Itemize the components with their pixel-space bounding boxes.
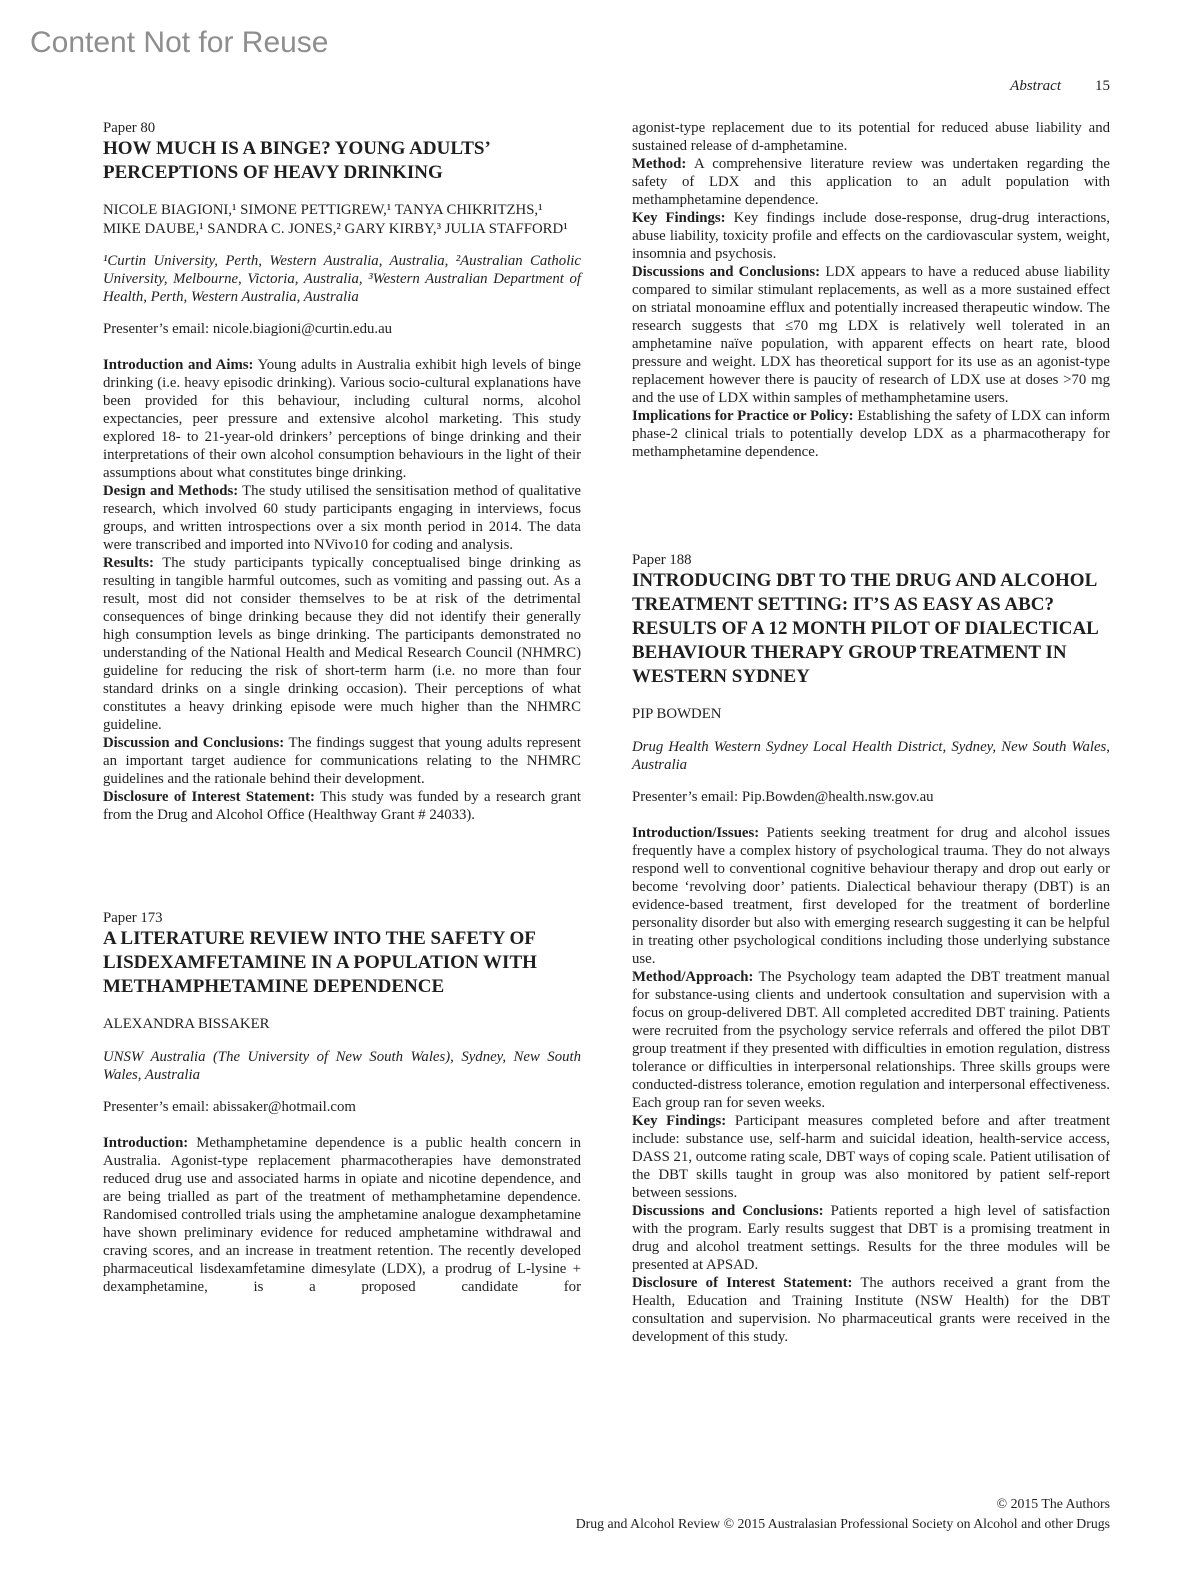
section-label: Introduction and Aims: [103, 357, 254, 373]
running-head [103, 78, 1110, 95]
section-disclosure [632, 1274, 1110, 1346]
page-footer [576, 1494, 1110, 1534]
section-discussions-and-conclusions [632, 263, 1110, 407]
paper-number: Paper 80 [103, 120, 156, 136]
section-text: Key findings include dose-response, drug-drug interactions, abuse liability, toxicity profile and effects on the cardiovascular system, weight, insomnia and psychosis. [632, 210, 1110, 262]
paper-affiliations: ¹Curtin University, Perth, Western Australia, Australia, ²Australian Catholic University, Melbourne, Victoria, Australia, ³Western Australian Department of Health, Perth, Western Australia, Australia [103, 253, 581, 305]
section-text: Young adults in Australia exhibit high levels of binge drinking (i.e. heavy episodic drinking). Various socio-cultural explanations have been provided for this behaviour, including cultural norms, alcohol expectancies, peer pressure and extensive alcohol marketing. This study explored 18- to 21-year-old drinkers’ perceptions of binge drinking and their interpretations of their own alcohol consumption behaviours in the light of their assumptions about what constitutes binge drinking. [103, 357, 581, 481]
section-introduction [103, 1134, 581, 1296]
footer-journal-copyright: Drug and Alcohol Review © 2015 Australasian Professional Society on Alcohol and other Drugs [575, 1516, 1110, 1531]
section-label: Method/Approach: [632, 968, 754, 985]
paper-authors: ALEXANDRA BISSAKER [103, 1016, 270, 1032]
section-method [632, 155, 1110, 209]
paper-authors: NICOLE BIAGIONI,¹ SIMONE PETTIGREW,¹ TANYA CHIKRITZHS,¹ MIKE DAUBE,¹ SANDRA C. JONES,² GARY KIRBY,³ JULIA STAFFORD¹ [103, 202, 568, 237]
section-label: Results: [103, 555, 154, 571]
section-text: The study participants typically conceptualised binge drinking as resulting in tangible harmful outcomes, such as vomiting and passing out. As a result, most did not consider themselves to be at risk of the detrimental consequences of binge drinking because they did not identify their generally high consumption levels as binge drinking. The participants demonstrated no understanding of the National Health and Medical Research Council (NHMRC) guideline for reducing the risk of short-term harm (i.e. no more than four standard drinks on a single drinking occasion). Their perceptions of what constitutes a heavy drinking episode were much higher than the NHMRC guideline. [103, 555, 582, 733]
section-text: Establishing the safety of LDX can inform phase-2 clinical trials to potentially develop LDX as a pharmacotherapy for methamphetamine dependence. [632, 408, 1110, 460]
page-content [103, 78, 1110, 1346]
paper-affiliations: Drug Health Western Sydney Local Health District, Sydney, New South Wales, Australia [632, 738, 1110, 773]
left-column [103, 119, 581, 1346]
section-label: Key Findings: [632, 210, 726, 226]
section-text: A comprehensive literature review was undertaken regarding the safety of LDX and this application to an adult population with methamphetamine dependence. [632, 156, 1110, 208]
section-text: Methamphetamine dependence is a public health concern in Australia. Agonist-type replacement pharmacotherapies have demonstrated reduced drug use and associated harms in opiate and nicotine dependence, and are being trialled as part of the treatment of methamphetamine dependence. Randomised controlled trials using the amphetamine analogue dexamphetamine have shown preliminary evidence for reduced amphetamine withdrawal and craving scores, and an increase in treatment retention. The recently developed pharmaceutical lisdexamfetamine dimesylate (LDX), a prodrug of L-lysine + dexamphetamine, is a proposed candidate for [103, 1134, 581, 1295]
page-number: 15 [1095, 78, 1110, 94]
section-label: Key Findings: [632, 1112, 727, 1129]
section-key-findings [632, 1112, 1110, 1202]
paper-title: INTRODUCING DBT TO THE DRUG AND ALCOHOL TREATMENT SETTING: IT’S AS EASY AS ABC? RESULTS OF A 12 MONTH PILOT OF DIALECTICAL BEHAVIOUR THERAPY GROUP TREATMENT IN WESTERN SYDNEY [632, 570, 1098, 687]
paper-188 [632, 551, 1110, 1346]
paper-80 [103, 119, 581, 824]
section-key-findings [632, 209, 1110, 263]
section-text: agonist-type replacement due to its potential for reduced abuse liability and sustained release of d-amphetamine. [632, 120, 1110, 154]
section-text: LDX appears to have a reduced abuse liability compared to similar stimulant replacements, as well as a more sustained effect on striatal monoamine efflux and potentially increased therapeutic window. The research suggests that ≤70 mg LDX is relatively well tolerated in an amphetamine naïve population, with apparent effects on heart rate, blood pressure and weight. LDX has theoretical support for its use as an agonist-type replacement however there is paucity of research of LDX use at doses >70 mg and the use of LDX within samples of methamphetamine users. [632, 264, 1111, 406]
presenter-email: Presenter’s email: Pip.Bowden@health.nsw.gov.au [632, 788, 934, 805]
section-discussions-and-conclusions [632, 1202, 1110, 1274]
section-method-approach [632, 968, 1110, 1112]
section-disclosure [103, 788, 581, 824]
paper-number: Paper 173 [103, 910, 163, 926]
section-text: The study utilised the sensitisation method of qualitative research, which involved 60 study participants engaging in interviews, focus groups, and written introspections over a six month period in 2014. The data were transcribed and imported into NVivo10 for coding and analysis. [103, 483, 581, 553]
section-introduction-and-aims [103, 356, 581, 482]
right-column [632, 119, 1110, 1346]
section-label: Introduction/Issues: [632, 824, 760, 841]
presenter-email: Presenter’s email: abissaker@hotmail.com [103, 1098, 356, 1115]
section-implications [632, 407, 1110, 461]
paper-173 [103, 909, 581, 1296]
section-text: Participant measures completed before and after treatment include: substance use, self-harm and suicidal ideation, health-service access, DASS 21, outcome rating scale, DBT ways of coping scale. Patient utilisation of the DBT skills taught in group was also monitored by patient self-report between sessions. [632, 1112, 1111, 1201]
paper-authors: PIP BOWDEN [632, 706, 722, 722]
section-label: Disclosure of Interest Statement: [632, 1274, 853, 1291]
section-discussion-and-conclusions [103, 734, 581, 788]
paper-173-continuation [632, 119, 1110, 461]
presenter-email: Presenter’s email: nicole.biagioni@curtin.edu.au [103, 321, 393, 337]
running-title: Abstract [1010, 78, 1061, 94]
content-not-for-reuse-watermark: Content Not for Reuse [30, 26, 329, 59]
section-text: Patients reported a high level of satisfaction with the program. Early results suggest that DBT is a promising treatment in drug and alcohol treatment settings. Results for the three modules will be presented at APSAD. [632, 1202, 1110, 1273]
section-text: The authors received a grant from the Health, Education and Training Institute (NSW Health) for the DBT consultation and supervision. No pharmaceutical grants were received in the development of this study. [632, 1274, 1110, 1345]
section-label: Discussions and Conclusions: [632, 1202, 824, 1219]
section-text: The Psychology team adapted the DBT treatment manual for substance-using clients and undertook consultation and supervision with a focus on group-delivered DBT. All completed accredited DBT training. Patients were recruited from the psychology service referrals and offered the pilot DBT group treatment if they presented with difficulties in emotion regulation, distress tolerance or difficulties in interpersonal relationships. Three skills groups were conducted-distress tolerance, emotion regulation and interpersonal effectiveness. Each group ran for seven weeks. [632, 968, 1110, 1111]
section-text: Patients seeking treatment for drug and alcohol issues frequently have a complex history of psychological trauma. They do not always respond well to conventional cognitive behaviour therapy and drop out early or become ‘revolving door’ patients. Dialectical behaviour therapy (DBT) is an evidence-based treatment, first developed for the treatment of borderline personality disorder but also with emerging research suggesting it can be helpful in treating other psychological conditions including those underlying substance use. [632, 824, 1110, 967]
section-label: Design and Methods: [103, 483, 239, 499]
section-label: Implications for Practice or Policy: [632, 408, 854, 424]
section-label: Discussions and Conclusions: [632, 264, 821, 280]
paper-title: A LITERATURE REVIEW INTO THE SAFETY OF LISDEXAMFETAMINE IN A POPULATION WITH METHAMPHETAMINE DEPENDENCE [103, 928, 537, 997]
paper-number: Paper 188 [632, 552, 692, 568]
paper-affiliations: UNSW Australia (The University of New South Wales), Sydney, New South Wales, Australia [103, 1048, 581, 1083]
paper-title: HOW MUCH IS A BINGE? YOUNG ADULTS’ PERCEPTIONS OF HEAVY DRINKING [103, 138, 490, 183]
section-text: The findings suggest that young adults represent an important target audience for communications relating to the NHMRC guidelines and the rationale behind their development. [103, 735, 581, 787]
section-results [103, 554, 581, 734]
two-column-layout [103, 119, 1110, 1346]
section-label: Method: [632, 156, 687, 172]
footer-copyright-authors: © 2015 The Authors [996, 1496, 1110, 1511]
section-introduction-continued [632, 119, 1110, 155]
section-text: This study was funded by a research grant from the Drug and Alcohol Office (Healthway Grant # 24033). [103, 789, 582, 823]
section-introduction-issues [632, 824, 1110, 968]
section-design-and-methods [103, 482, 581, 554]
section-label: Introduction: [103, 1134, 189, 1151]
section-label: Disclosure of Interest Statement: [103, 789, 315, 805]
section-label: Discussion and Conclusions: [103, 735, 285, 751]
